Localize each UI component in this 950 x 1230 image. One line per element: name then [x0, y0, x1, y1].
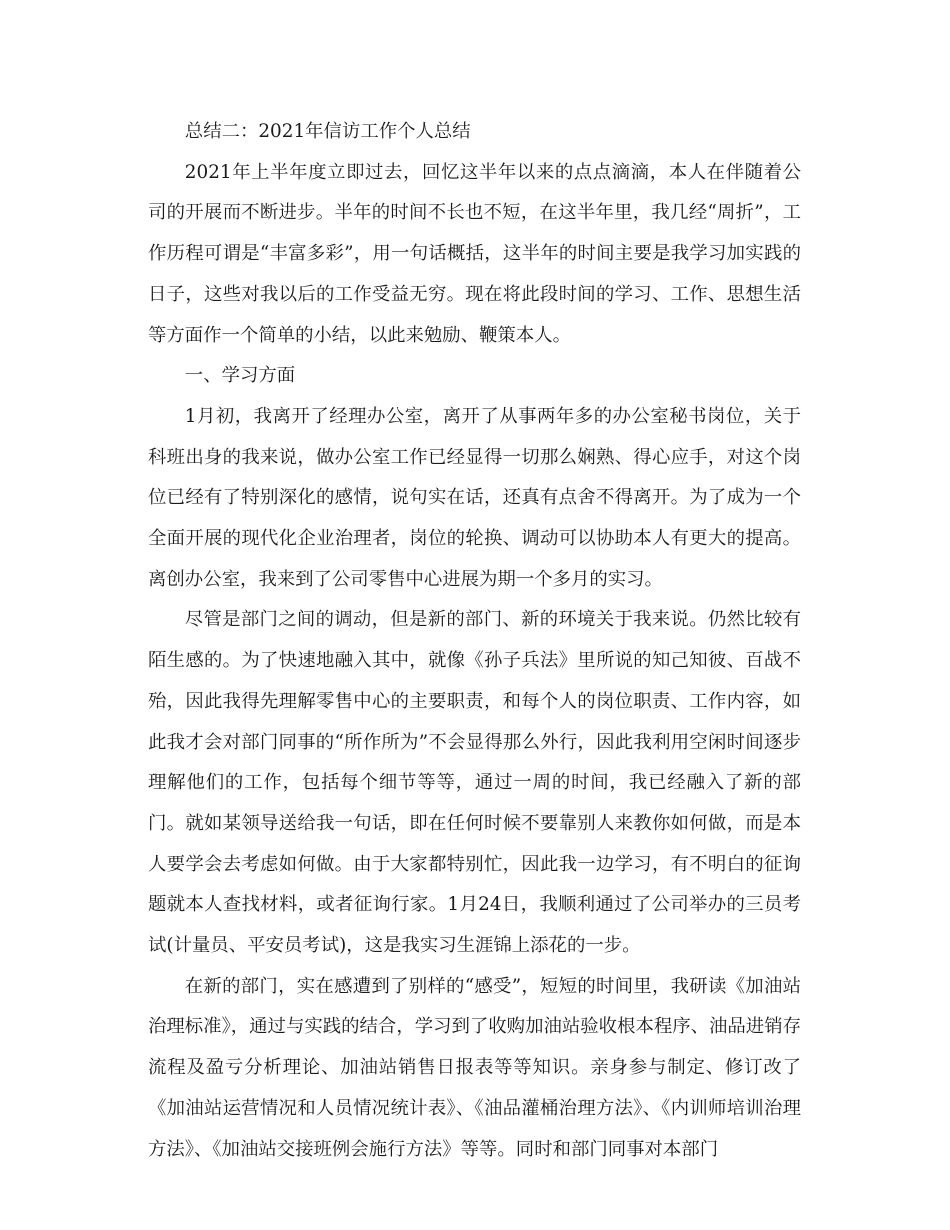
paragraph-intro: 2021年上半年度立即过去，回忆这半年以来的点点滴滴，本人在伴随着公司的开展而不断进步。半年的时间不长也不短，在这半年里，我几经“周折”，工作历程可谓是“丰富多彩”，用一句话概括，这半年的时间主要是我学习加实践的日子，这些对我以后的工作受益无穷。现在将此段时间的学习、工作、思想生活等方面作一个简单的小结，以此来勉励、鞭策本人。 [148, 161, 801, 346]
paragraph-new-department: 尽管是部门之间的调动，但是新的部门、新的环境关于我来说。仍然比较有陌生感的。为了快速地融入其中，就像《孙子兵法》里所说的知己知彼、百战不殆，因此我得先理解零售中心的主要职责，和每个人的岗位职责、工作内容，如此我才会对部门同事的“所作所为”不会显得那么外行，因此我利用空闲时间逐步理解他们的工作，包括每个细节等等，通过一周的时间，我已经融入了新的部门。就如某领导送给我一句话，即在任何时候不要靠别人来教你如何做，而是本人要学会去考虑如何做。由于大家都特别忙，因此我一边学习，有不明白的征询题就本人查找材料，或者征询行家。1月24日，我顺利通过了公司举办的三员考试(计量员、平安员考试)，这是我实习生涯锦上添花的一步。 [148, 609, 801, 957]
paragraph-learning: 在新的部门，实在感遭到了别样的“感受”，短短的时间里，我研读《加油站治理标准》，通过与实践的结合，学习到了收购加油站验收根本程序、油品进销存流程及盈亏分析理论、加油站销售日报表等等知识。亲身参与制定、修订改了《加油站运营情况和人员情况统计表》、《油品灌桶治理方法》、《内训师培训治理方法》、《加油站交接班例会施行方法》等等。同时和部门同事对本部门 [148, 975, 801, 1160]
document-body [148, 112, 801, 1170]
section-heading-study: 一、学习方面 [184, 365, 296, 387]
document-heading: 总结二：2021年信访工作个人总结 [184, 121, 471, 142]
paragraph-transfer: 1月初，我离开了经理办公室，离开了从事两年多的办公室秘书岗位，关于科班出身的我来说，做办公室工作已经显得一切那么娴熟、得心应手，对这个岗位已经有了特别深化的感情，说句实在话，还真有点舍不得离开。为了成为一个全面开展的现代化企业治理者，岗位的轮换、调动可以协助本人有更大的提高。离创办公室，我来到了公司零售中心进展为期一个多月的实习。 [148, 405, 801, 590]
